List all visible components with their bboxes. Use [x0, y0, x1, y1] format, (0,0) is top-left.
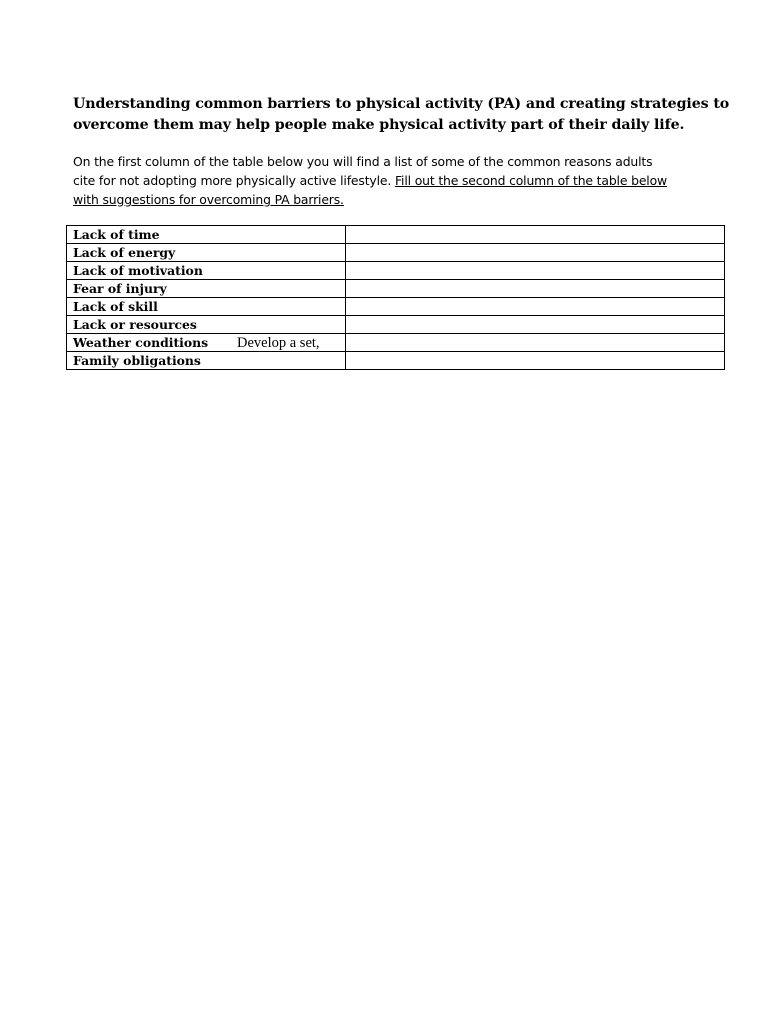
barrier-cell	[67, 298, 346, 316]
barrier-cell	[67, 226, 346, 244]
strategy-cell[interactable]	[346, 226, 725, 244]
instructions-task-text: Fill out the second column of the table below	[394, 173, 667, 188]
strategy-cell[interactable]	[346, 316, 725, 334]
barrier-cell	[67, 316, 346, 334]
barrier-label: Weather conditions	[73, 335, 209, 350]
table-row	[67, 262, 725, 280]
table-row	[67, 334, 725, 352]
barrier-label: Family obligations	[73, 353, 201, 368]
barrier-label: Lack or resources	[73, 317, 197, 332]
strategy-cell[interactable]	[346, 352, 725, 370]
barrier-cell	[67, 280, 346, 298]
table-row	[67, 280, 725, 298]
instructions-task-text: with suggestions for overcoming PA barriers.	[73, 192, 344, 207]
barrier-label: Lack of time	[73, 227, 160, 242]
barrier-label: Fear of injury	[73, 281, 167, 296]
barrier-cell	[67, 262, 346, 280]
table-row	[67, 226, 725, 244]
strategy-cell[interactable]	[346, 244, 725, 262]
barrier-cell	[67, 334, 346, 352]
barrier-cell	[67, 244, 346, 262]
document-heading	[73, 94, 730, 136]
strategy-cell[interactable]	[346, 298, 725, 316]
barrier-label: Lack of skill	[73, 299, 158, 314]
barrier-cell	[67, 352, 346, 370]
instructions-paragraph	[73, 152, 733, 209]
strategy-cell[interactable]	[346, 280, 725, 298]
table-row	[67, 316, 725, 334]
barriers-table	[66, 225, 725, 370]
instructions-line	[73, 171, 733, 190]
heading-line: overcome them may help people make physical activity part of their daily life.	[73, 117, 685, 133]
table-row	[67, 352, 725, 370]
instructions-text: cite for not adopting more physically active lifestyle.	[73, 173, 395, 188]
strategy-cell[interactable]	[346, 334, 725, 352]
strategy-cell[interactable]	[346, 262, 725, 280]
instructions-line: On the first column of the table below you will find a list of some of the common reasons adults	[73, 154, 653, 169]
barrier-label: Lack of motivation	[73, 263, 203, 278]
table-row	[67, 298, 725, 316]
heading-line: Understanding common barriers to physical activity (PA) and creating strategies to	[73, 96, 730, 112]
table-row	[67, 244, 725, 262]
handwritten-note: Develop a set,	[237, 335, 320, 351]
barrier-label: Lack of energy	[73, 245, 176, 260]
